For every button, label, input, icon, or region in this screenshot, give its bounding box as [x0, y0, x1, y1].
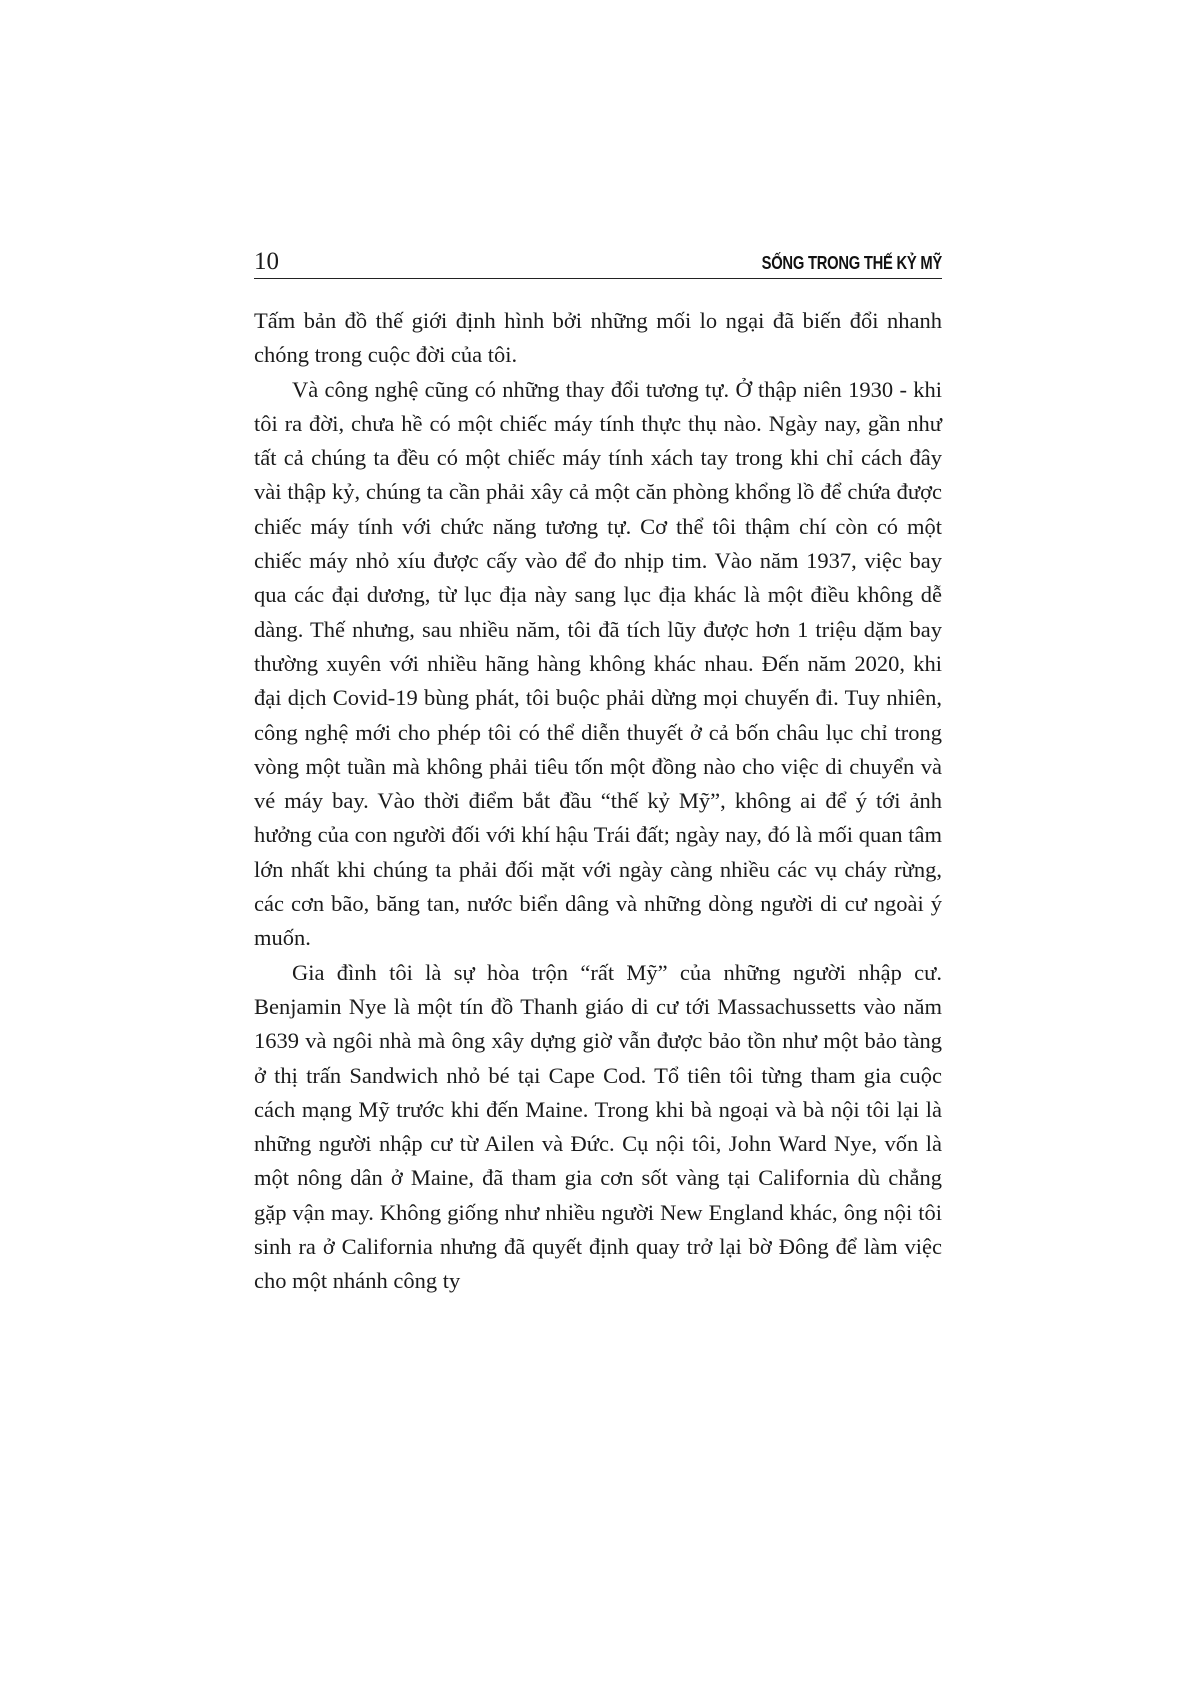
paragraph-2: Và công nghệ cũng có những thay đổi tương tự. Ở thập niên 1930 - khi tôi ra đời, chưa hề có một chiếc máy tính thực thụ nào. Ngày nay, gần như tất cả chúng ta đều có một chiếc máy tính xách tay trong khi chỉ cách đây vài thập kỷ, chúng ta cần phải xây cả một căn phòng khổng lồ để chứa được chiếc máy tính với chức năng tương tự. Cơ thể tôi thậm chí còn có một chiếc máy nhỏ xíu được cấy vào để đo nhịp tim. Vào năm 1937, việc bay qua các đại dương, từ lục địa này sang lục địa khác là một điều không dễ dàng. Thế nhưng, sau nhiều năm, tôi đã tích lũy được hơn 1 triệu dặm bay thường xuyên với nhiều hãng hàng không khác nhau. Đến năm 2020, khi đại dịch Covid-19 bùng phát, tôi buộc phải dừng mọi chuyến đi. Tuy nhiên, công nghệ mới cho phép tôi có thể diễn thuyết ở cả bốn châu lục chỉ trong vòng một tuần mà không phải tiêu tốn một đồng nào cho việc di chuyển và vé máy bay. Vào thời điểm bắt đầu “thế kỷ Mỹ”, không ai để ý tới ảnh hưởng của con người đối với khí hậu Trái đất; ngày nay, đó là mối quan tâm lớn nhất khi chúng ta phải đối mặt với ngày càng nhiều các vụ cháy rừng, các cơn bão, băng tan, nước biển dâng và những dòng người di cư ngoài ý muốn.: [254, 376, 942, 951]
page-number: 10: [254, 248, 279, 275]
paragraph-1: Tấm bản đồ thế giới định hình bởi những mối lo ngại đã biến đổi nhanh chóng trong cuộc đời của tôi.: [254, 308, 942, 368]
running-header: [254, 244, 942, 278]
body-text: [254, 304, 942, 1299]
running-title: SỐNG TRONG THẾ KỶ MỸ: [761, 253, 942, 273]
paragraph-3: Gia đình tôi là sự hòa trộn “rất Mỹ” của những người nhập cư. Benjamin Nye là một tín đồ Thanh giáo di cư tới Massachussetts vào năm 1639 và ngôi nhà mà ông xây dựng giờ vẫn được bảo tồn như một bảo tàng ở thị trấn Sandwich nhỏ bé tại Cape Cod. Tổ tiên tôi từng tham gia cuộc cách mạng Mỹ trước khi đến Maine. Trong khi bà ngoại và bà nội tôi lại là những người nhập cư từ Ailen và Đức. Cụ nội tôi, John Ward Nye, vốn là một nông dân ở Maine, đã tham gia cơn sốt vàng tại California dù chẳng gặp vận may. Không giống như nhiều người New England khác, ông nội tôi sinh ra ở California nhưng đã quyết định quay trở lại bờ Đông để làm việc cho một nhánh công ty: [254, 959, 942, 1294]
header-divider: [254, 278, 942, 279]
